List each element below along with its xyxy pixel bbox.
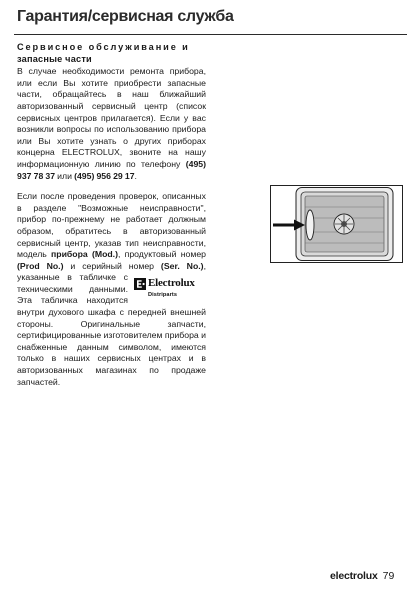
logo-brand-text: Electrolux	[148, 277, 195, 290]
service-paragraph-end: .	[134, 170, 137, 181]
spare-parts-paragraph	[17, 191, 206, 388]
spare-parts-text-c: и серийный номер	[63, 260, 161, 271]
spare-parts-text-a: Если после проведения проверок, описанных в разделе "Возможные неисправности", прибор по-прежнему не работает должным образом, обратитесь в авторизованный сервисный центр, указав тип неисправности, модель	[17, 191, 206, 260]
service-paragraph	[17, 66, 206, 182]
prod-number-label: (Prod No.)	[17, 260, 64, 271]
text-column	[17, 42, 206, 388]
serial-number-label: (Ser. No.)	[160, 260, 204, 271]
logo-sub-text: Distriparts	[148, 292, 178, 299]
phone-number-1: (495) 937 78 37	[17, 158, 206, 181]
phone-number-2: (495) 956 29 17	[74, 170, 135, 181]
service-paragraph-text: В случае необходимости ремонта прибора, или если Вы хотите приобрести запасные части, обращайтесь в наш ближайший авторизованный сервисный центр (список сервисных центров прилагается). Если у вас возникли вопросы по использованию прибора или Вы хотите узнать о других приборах концерна ELECTROLUX, звоните на нашу информационную линию по телефону	[17, 66, 206, 169]
spare-parts-text-d: , указанные в табличке с техническими данными. Эта табличка находится внутри духового шкафа с передней внешней стороны. Оригинальные запчасти, сертифицированные изготовителем прибора и снабженные данным символом, имеются только в наших сервисных центрах и в авторизованных магазинах по продаже запчастей.	[17, 260, 206, 387]
page-title: Гарантия/сервисная служба	[17, 8, 234, 25]
page-number: 79	[382, 570, 395, 582]
title-rule	[14, 34, 407, 35]
oven-rating-plate-illustration	[270, 185, 403, 263]
section-heading-line1: Сервисное обслуживание и	[17, 42, 190, 52]
page-footer	[330, 570, 394, 582]
model-label: прибора (Mod.)	[51, 249, 118, 260]
electrolux-logo-icon	[134, 278, 146, 290]
electrolux-distriparts-logo	[134, 278, 206, 302]
spare-parts-text-b: , продуктовый номер	[118, 249, 206, 260]
phone-or: или	[55, 170, 75, 181]
footer-brand: electrolux	[330, 570, 378, 582]
section-heading-line2: запасные части	[17, 53, 92, 64]
